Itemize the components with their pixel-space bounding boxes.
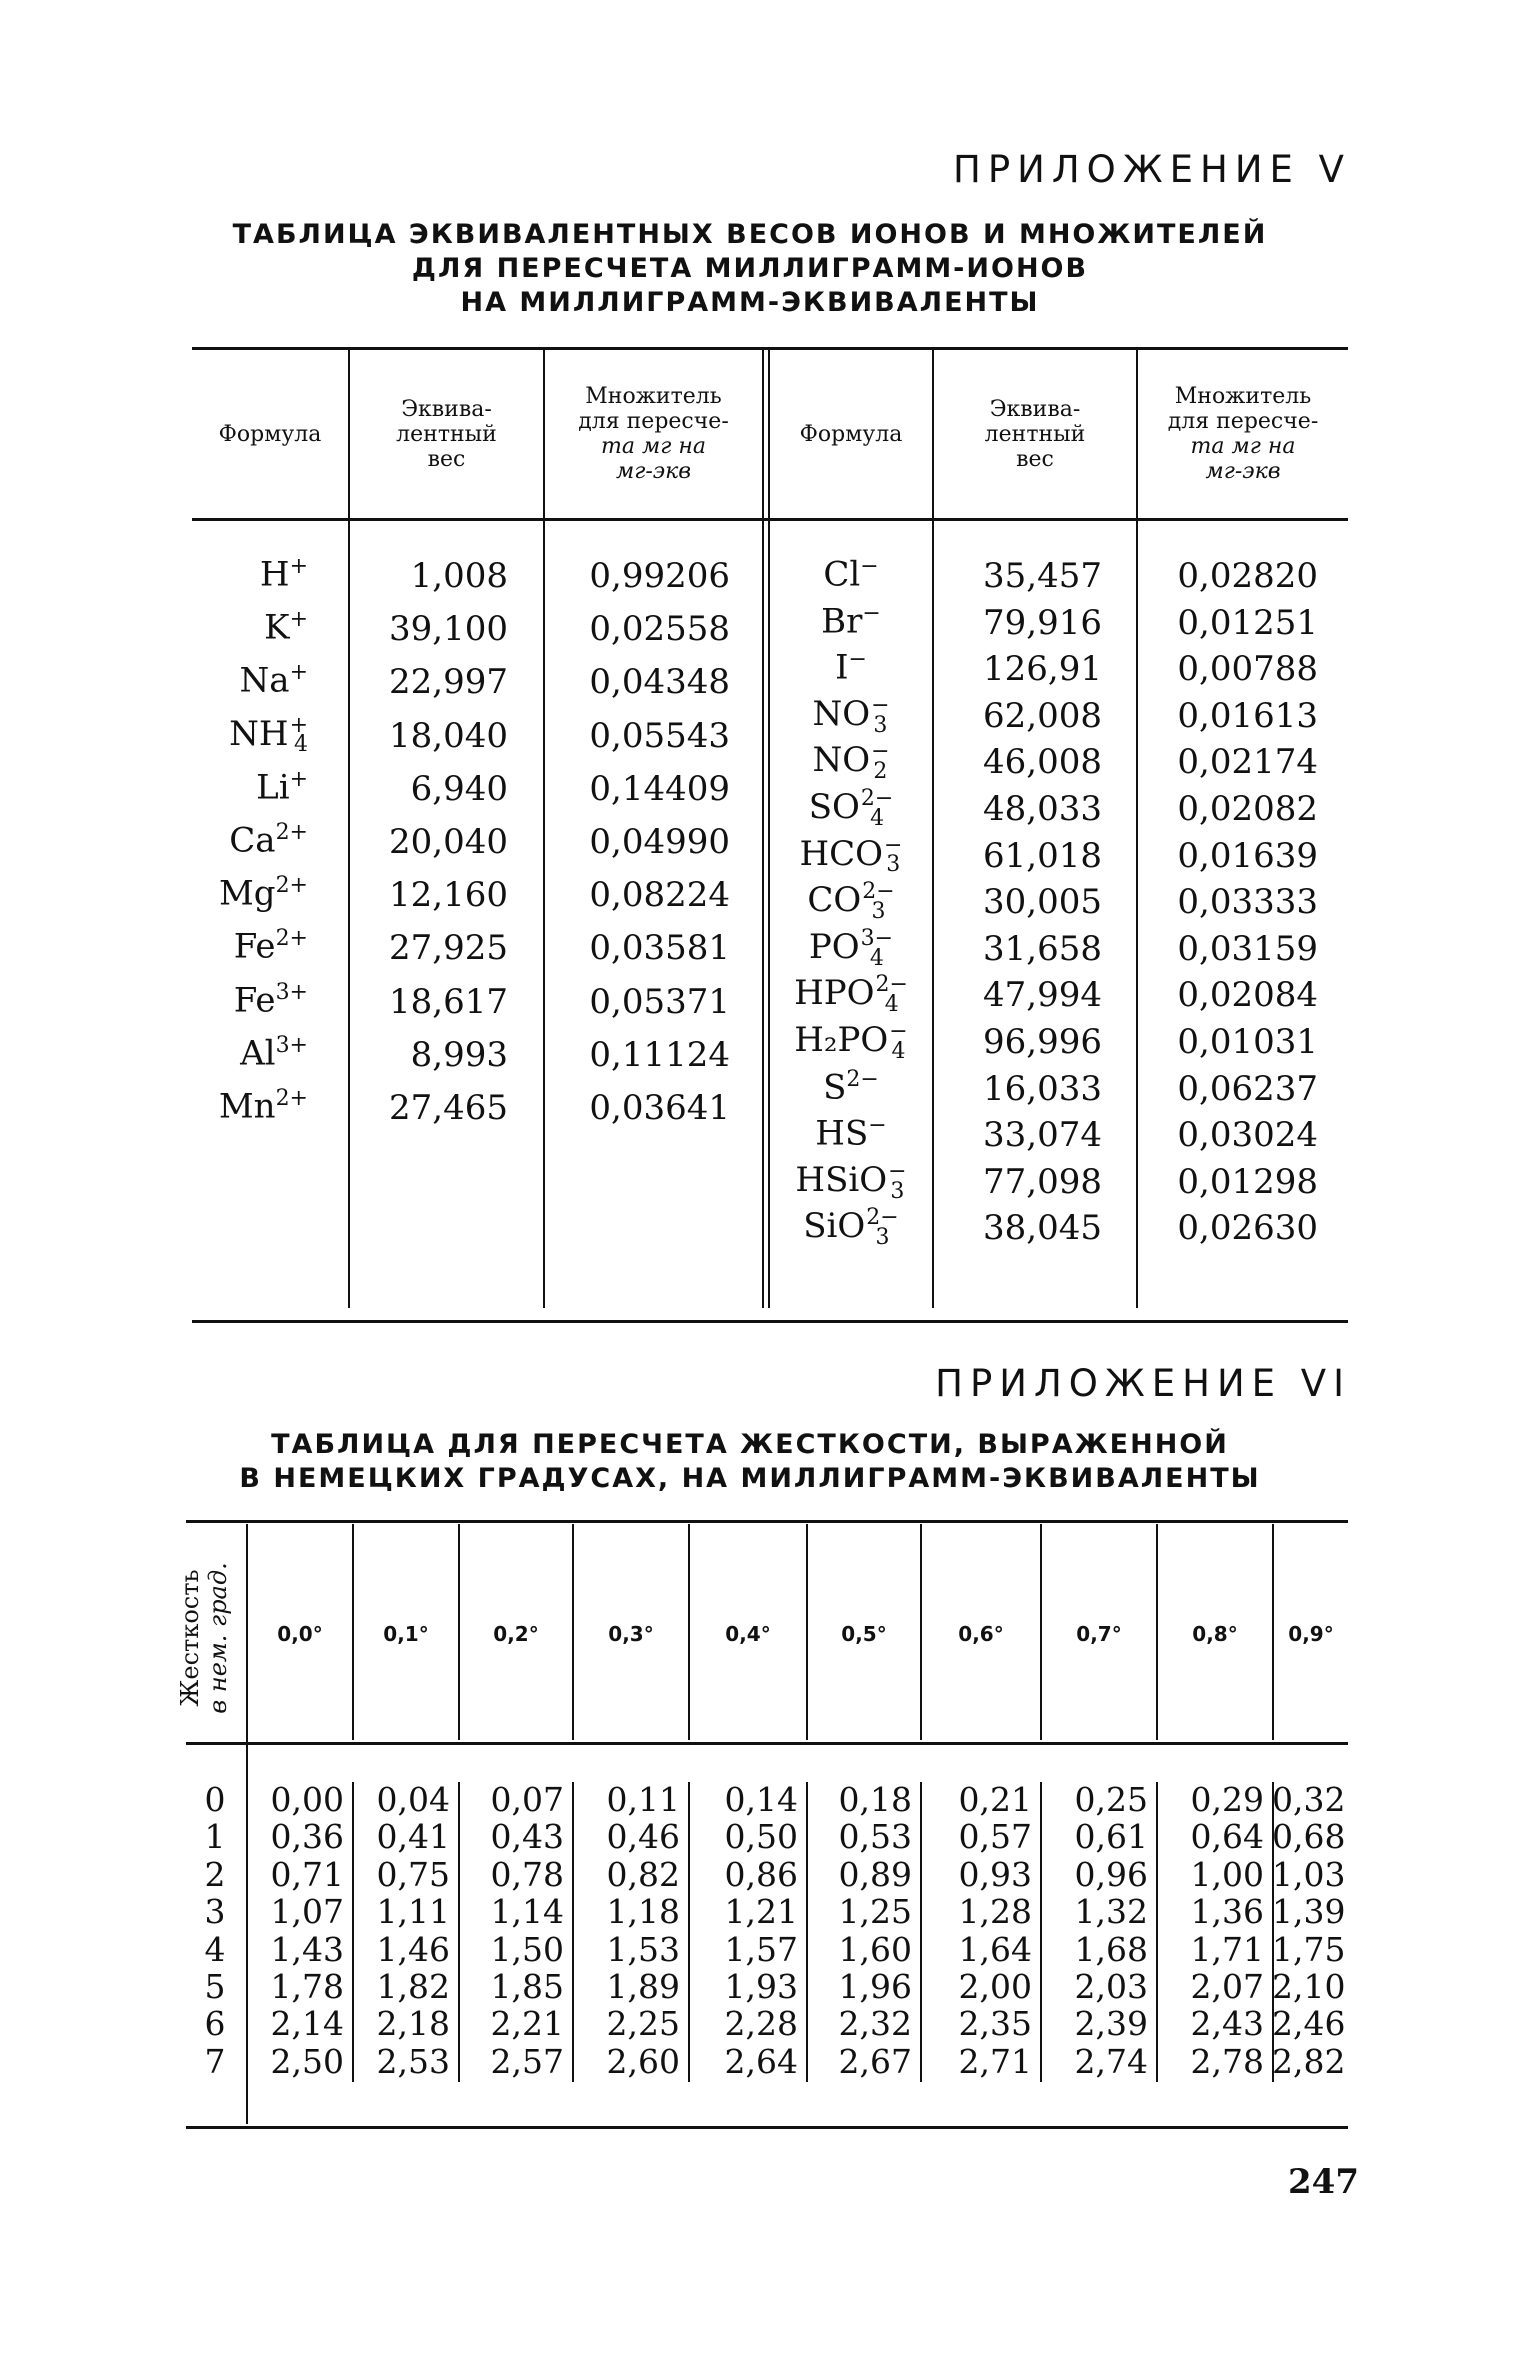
anion-formula: Cl−: [823, 554, 879, 595]
row-degree: 2: [204, 1854, 226, 1894]
appendix-6-title: [200, 1428, 1300, 1496]
cation-multiplier: 0,11124: [589, 1034, 730, 1075]
anion-multiplier: 0,02084: [1177, 975, 1318, 1016]
table2-cell: 1,82: [376, 1967, 450, 2006]
anion-eq-weight: 38,045: [983, 1208, 1102, 1249]
cation-eq-weight: 1,008: [410, 556, 508, 596]
table2-header-rule: [186, 1742, 1348, 1745]
table2-cell: 0,29: [1190, 1780, 1264, 1819]
table2-cell: 0,64: [1190, 1817, 1264, 1857]
anion-formula: HPO 2− 4: [794, 972, 908, 1018]
row-degree: 7: [204, 2041, 226, 2081]
table2-cell: 2,28: [724, 2004, 798, 2044]
table2-cell: 1,28: [958, 1892, 1032, 1932]
cation-multiplier: 0,14409: [589, 768, 730, 809]
header-multiplier: Множитель для пересче- та мг на мг-экв: [578, 384, 729, 484]
table2-cell: 0,93: [958, 1854, 1032, 1894]
anion-multiplier: 0,06237: [1177, 1068, 1318, 1109]
table2-cell: 2,60: [606, 2041, 680, 2081]
table2-cell: 2,64: [724, 2041, 798, 2081]
anion-eq-weight: 47,994: [983, 975, 1102, 1016]
table2-cell: 0,43: [490, 1817, 564, 1857]
header-hardness: Жесткость в нем. град.: [176, 1562, 232, 1714]
anion-eq-weight: 126,91: [983, 649, 1102, 690]
anion-formula: SiO 2− 3: [803, 1205, 899, 1251]
anion-multiplier: 0,03333: [1177, 882, 1318, 923]
table2-cell: 2,03: [1074, 1967, 1148, 2006]
table2-cell: 0,11: [606, 1780, 680, 1819]
anion-formula: SO 2− 4: [808, 786, 894, 831]
table2-cell: 2,43: [1190, 2004, 1264, 2044]
title-line: НА МИЛЛИГРАММ-ЭКВИВАЛЕНТЫ: [460, 287, 1040, 318]
column-header: 0,4°: [725, 1622, 771, 1646]
anion-eq-weight: 61,018: [983, 835, 1102, 876]
cation-eq-weight: 8,993: [410, 1034, 508, 1075]
table2-cell: 2,32: [838, 2004, 912, 2044]
row-degree: 0: [204, 1780, 226, 1819]
column-header: 0,3°: [608, 1622, 654, 1646]
header-formula-2: Формула: [799, 421, 903, 447]
table2-cell: 2,25: [606, 2004, 680, 2044]
cation-formula: K+: [264, 607, 308, 648]
table2-cell: 0,04: [376, 1780, 450, 1819]
table2-cell: 1,64: [958, 1929, 1032, 1969]
table2-bottom-rule: [186, 2126, 1348, 2129]
cation-formula: Na+: [239, 660, 308, 701]
anion-multiplier: 0,03159: [1177, 928, 1318, 969]
cation-formula: $Mn^{2+}$: [218, 1086, 308, 1127]
table2-cell: 1,75: [1272, 1929, 1346, 1969]
cation-eq-weight: 20,040: [389, 822, 508, 862]
cation-multiplier: 0,08224: [589, 875, 730, 916]
cation-formula: $Al^{3+}$: [240, 1032, 308, 1074]
table2-cell: 2,78: [1190, 2041, 1264, 2081]
row-degree: 3: [204, 1892, 226, 1932]
anion-formula: NO − 3: [812, 692, 890, 738]
cation-formula: H+: [259, 554, 308, 595]
anion-formula: Br−: [821, 600, 881, 641]
table2-cell: 2,00: [958, 1967, 1032, 2006]
table2-cell: 2,21: [490, 2004, 564, 2044]
table2-cell: 0,46: [606, 1817, 680, 1857]
table2-cell: 1,36: [1190, 1892, 1264, 1932]
cation-formula: NH + 4: [229, 712, 308, 758]
column-header: 0,9°: [1288, 1622, 1334, 1646]
anion-formula: NO − 2: [812, 739, 890, 785]
column-header: 0,2°: [493, 1622, 539, 1646]
table2-cell: 0,41: [376, 1817, 450, 1857]
table2-cell: 1,21: [724, 1892, 798, 1932]
appendix-6-label: ПРИЛОЖЕНИЕ VI: [935, 1362, 1351, 1405]
anion-multiplier: 0,00788: [1177, 649, 1318, 690]
table1-top-rule: [192, 347, 1348, 350]
cation-multiplier: 0,05543: [589, 715, 730, 756]
table2-cell: 0,89: [838, 1854, 912, 1894]
anion-eq-weight: 33,074: [983, 1115, 1102, 1156]
table2-top-rule: [186, 1520, 1348, 1523]
header-multiplier-2: Множитель для пересче- та мг на мг-экв: [1167, 384, 1319, 484]
anion-multiplier: 0,01639: [1177, 835, 1318, 876]
table2-cell: 1,25: [838, 1892, 912, 1932]
table2-cell: 1,43: [270, 1929, 344, 1969]
table1-bottom-rule: [192, 1320, 1348, 1323]
table2-cell: 1,07: [270, 1892, 344, 1932]
cation-formula: $Mg^{2+}$: [218, 873, 308, 914]
table2-cell: 0,21: [958, 1780, 1032, 1819]
header-eq-weight-2: Эквива- лентный вес: [984, 396, 1086, 472]
table2-cell: 1,93: [724, 1967, 798, 2006]
anion-formula: $S^{2-}$: [823, 1066, 879, 1107]
title-line: ТАБЛИЦА ДЛЯ ПЕРЕСЧЕТА ЖЕСТКОСТИ, ВЫРАЖЕННОЙ: [271, 1429, 1229, 1460]
anion-multiplier: 0,01031: [1177, 1022, 1318, 1062]
column-header: 0,1°: [383, 1622, 429, 1646]
table2-cell: 2,74: [1074, 2041, 1148, 2081]
table2-cell: 0,53: [838, 1817, 912, 1857]
table2-cell: 2,46: [1272, 2004, 1346, 2044]
cation-eq-weight: 39,100: [389, 609, 508, 650]
table2-cell: 2,35: [958, 2004, 1032, 2044]
anion-multiplier: 0,02630: [1177, 1208, 1318, 1249]
title-line: ТАБЛИЦА ЭКВИВАЛЕНТНЫХ ВЕСОВ ИОНОВ И МНОЖИТЕЛЕЙ: [232, 219, 1268, 250]
row-degree: 5: [204, 1967, 226, 2006]
anion-eq-weight: 16,033: [983, 1068, 1102, 1109]
cation-eq-weight: 27,465: [389, 1088, 508, 1128]
anion-eq-weight: 35,457: [983, 556, 1102, 596]
column-header: 0,5°: [841, 1622, 887, 1646]
table2-cell: 1,71: [1190, 1929, 1264, 1969]
table2-cell: 0,14: [724, 1780, 798, 1819]
table2-cell: 0,75: [376, 1854, 450, 1894]
anion-formula: HCO − 3: [799, 832, 903, 878]
table2-cell: 0,32: [1272, 1780, 1346, 1819]
table2-cell: 1,96: [838, 1967, 912, 2006]
table2-cell: 2,39: [1074, 2004, 1148, 2044]
table2-cell: 0,25: [1074, 1780, 1148, 1819]
cation-eq-weight: 12,160: [389, 875, 508, 916]
table2-cell: 1,46: [376, 1929, 450, 1969]
table2-cell: 2,71: [958, 2041, 1032, 2081]
cation-multiplier: 0,02558: [589, 609, 730, 650]
column-header: 0,8°: [1192, 1622, 1238, 1646]
page-number: 247: [1288, 2162, 1359, 2202]
table2-cell: 1,60: [838, 1929, 912, 1969]
table2-cell: 2,18: [376, 2004, 450, 2044]
table2-cell: 1,85: [490, 1967, 564, 2006]
header-eq-weight: Эквива- лентный вес: [396, 396, 497, 472]
column-header: 0,6°: [958, 1622, 1004, 1646]
row-degree: 1: [204, 1817, 226, 1857]
title-line: В НЕМЕЦКИХ ГРАДУСАХ, НА МИЛЛИГРАММ-ЭКВИВАЛЕНТЫ: [239, 1463, 1261, 1494]
table2-cell: 1,89: [606, 1967, 680, 2006]
table2-cell: 2,50: [270, 2041, 344, 2081]
table2-cell: 2,53: [376, 2041, 450, 2081]
anion-formula: CO 2− 3: [807, 879, 895, 924]
table2-cell: 1,11: [376, 1892, 450, 1932]
table2-cell: 1,14: [490, 1892, 564, 1932]
table2-cell: 1,50: [490, 1929, 564, 1969]
table2-cell: 0,50: [724, 1817, 798, 1857]
cation-eq-weight: 22,997: [389, 662, 508, 703]
table2-cell: 1,53: [606, 1929, 680, 1969]
anion-multiplier: 0,01251: [1177, 602, 1318, 643]
anion-formula: PO 3− 4: [808, 925, 894, 971]
cation-multiplier: 0,99206: [589, 556, 730, 596]
anion-multiplier: 0,03024: [1177, 1115, 1318, 1156]
table2-cell: 0,00: [270, 1780, 344, 1819]
cation-formula: $Ca^{2+}$: [229, 820, 308, 861]
table2-cell: 1,00: [1190, 1854, 1264, 1894]
table2-cell: 1,57: [724, 1929, 798, 1969]
anion-formula: I−: [835, 647, 867, 688]
table2-cell: 1,78: [270, 1967, 344, 2006]
table1-header-rule: [192, 518, 1348, 521]
cation-eq-weight: 18,617: [389, 981, 508, 1022]
cation-formula: $Fe^{3+}$: [233, 979, 308, 1020]
cation-eq-weight: 27,925: [389, 928, 508, 969]
table2-cell: 0,57: [958, 1817, 1032, 1857]
cation-multiplier: 0,04990: [589, 822, 730, 862]
cation-eq-weight: 6,940: [410, 768, 508, 809]
anion-multiplier: 0,02820: [1177, 556, 1318, 596]
anion-multiplier: 0,02174: [1177, 742, 1318, 783]
table2-cell: 0,61: [1074, 1817, 1148, 1857]
appendix-5-label: ПРИЛОЖЕНИЕ V: [953, 148, 1351, 191]
column-header: 0,7°: [1076, 1622, 1122, 1646]
column-header: 0,0°: [277, 1622, 323, 1646]
table2-cell: 0,71: [270, 1854, 344, 1894]
anion-eq-weight: 46,008: [983, 742, 1102, 783]
row-degree: 4: [204, 1929, 226, 1969]
cation-multiplier: 0,03581: [589, 928, 730, 969]
table2-cell: 0,07: [490, 1780, 564, 1819]
table2-cell: 0,78: [490, 1854, 564, 1894]
anion-multiplier: 0,01613: [1177, 695, 1318, 736]
anion-eq-weight: 96,996: [983, 1022, 1102, 1062]
anion-eq-weight: 62,008: [983, 695, 1102, 736]
anion-formula: HSiO − 3: [795, 1158, 907, 1204]
table2-cell: 2,57: [490, 2041, 564, 2081]
appendix-5-title: [200, 218, 1300, 320]
table1-vline: [762, 350, 764, 1308]
table2-cell: 1,32: [1074, 1892, 1148, 1932]
table2-cell: 0,96: [1074, 1854, 1148, 1894]
anion-eq-weight: 79,916: [983, 602, 1102, 643]
cation-eq-weight: 18,040: [389, 715, 508, 756]
anion-eq-weight: 31,658: [983, 928, 1102, 969]
table2-cell: 1,18: [606, 1892, 680, 1932]
table2-cell: 1,39: [1272, 1892, 1346, 1932]
row-degree: 6: [204, 2004, 226, 2044]
cation-multiplier: 0,03641: [589, 1088, 730, 1128]
anion-eq-weight: 77,098: [983, 1161, 1102, 1202]
anion-eq-weight: 30,005: [983, 882, 1102, 923]
table2-cell: 0,18: [838, 1780, 912, 1819]
anion-formula: HS−: [815, 1113, 887, 1154]
table2-cell: 1,03: [1272, 1854, 1346, 1894]
table2-cell: 0,36: [270, 1817, 344, 1857]
cation-formula: $Fe^{2+}$: [233, 926, 308, 967]
table2-cell: 2,14: [270, 2004, 344, 2044]
cation-multiplier: 0,04348: [589, 662, 730, 703]
table2-cell: 0,86: [724, 1854, 798, 1894]
anion-multiplier: 0,02082: [1177, 789, 1318, 829]
table2-cell: 2,82: [1272, 2041, 1346, 2081]
cation-multiplier: 0,05371: [589, 981, 730, 1022]
anion-eq-weight: 48,033: [983, 789, 1102, 829]
table2-cell: 0,68: [1272, 1817, 1346, 1857]
cation-formula: Li+: [256, 766, 308, 808]
anion-multiplier: 0,01298: [1177, 1161, 1318, 1202]
table2-cell: 0,82: [606, 1854, 680, 1894]
table2-cell: 2,10: [1272, 1967, 1346, 2006]
title-line: ДЛЯ ПЕРЕСЧЕТА МИЛЛИГРАММ-ИОНОВ: [411, 253, 1089, 284]
table2-cell: 2,67: [838, 2041, 912, 2081]
header-formula: Формула: [218, 421, 322, 447]
anion-formula: H₂PO − 4: [794, 1019, 908, 1064]
table2-cell: 1,68: [1074, 1929, 1148, 1969]
table2-cell: 2,07: [1190, 1967, 1264, 2006]
